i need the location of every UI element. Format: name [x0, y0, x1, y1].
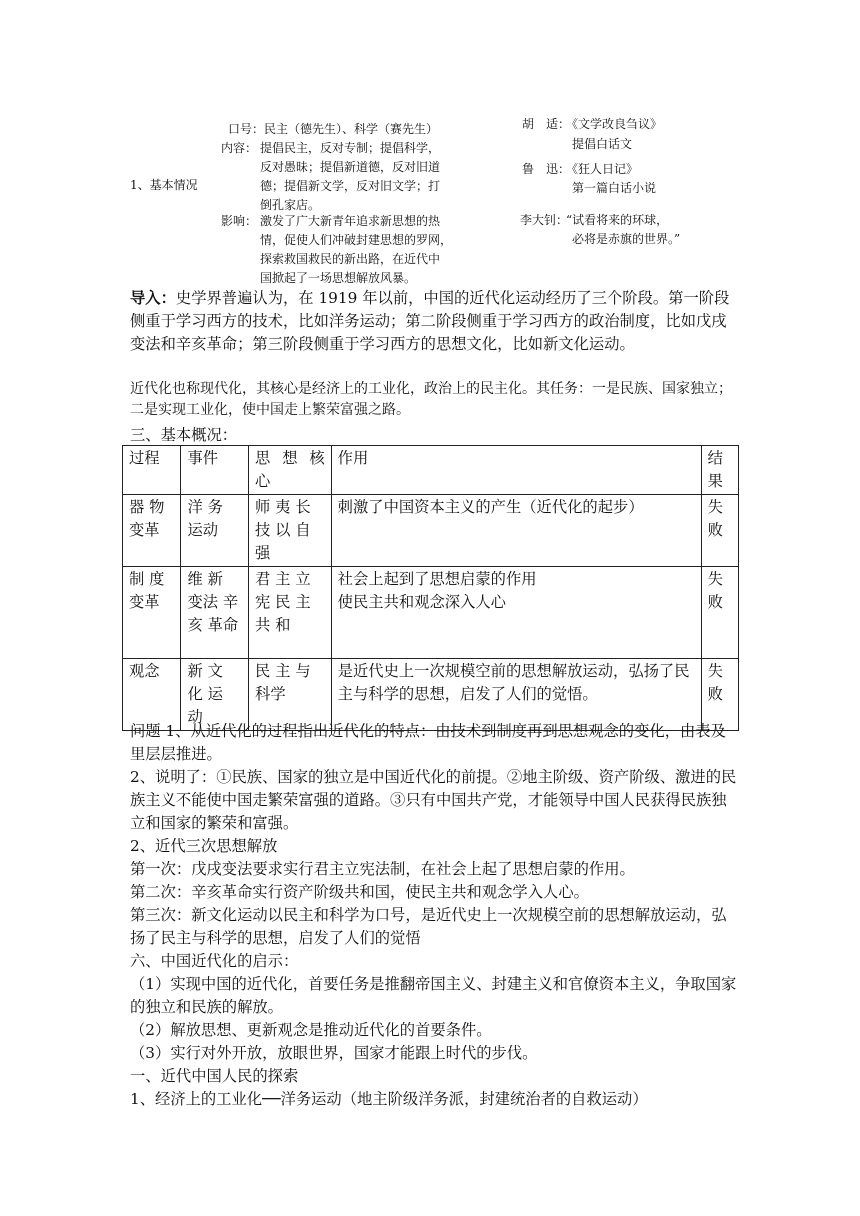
section6-title: 六、中国近代化的启示：: [130, 952, 299, 970]
effect-line: 社会上起到了思想启蒙的作用: [337, 570, 537, 588]
diagram-influence-label: 影响：: [221, 214, 258, 228]
cell-core: 师 夷 长 技 以 自 强: [249, 495, 332, 567]
three-liberations-title: 2、近代三次思想解放: [130, 837, 278, 855]
intro-paragraph: [130, 287, 740, 356]
table-header-row: [123, 446, 739, 495]
diagram-hu-line: 提倡白话文: [572, 137, 633, 151]
enlightenment-1: （1）实现中国的近代化，首要任务是推翻帝国主义、封建主义和官僚资本主义，争取国家的独立和民族的解放。: [130, 975, 737, 1016]
header-core: 思 想 核 心: [249, 446, 332, 495]
cell-core: 民 主 与 科学: [249, 659, 332, 731]
cell-core: 君 主 立 宪 民 主 共 和: [249, 567, 332, 659]
diagram-li-line: “试看将来的环球，: [566, 213, 669, 227]
diagram-slogan: 口号：民主（德先生）、科学（赛先生）: [228, 122, 439, 136]
section1-title: 一、近代中国人民的探索: [130, 1067, 299, 1085]
question-1: 问题 1、从近代化的过程指出近代化的特点：由技术到制度再到思想观念的变化，由表及里层层推进。: [130, 722, 726, 763]
header-result: 结果: [701, 446, 738, 495]
cell-event: 维 新 变法 辛 亥 革命: [181, 567, 249, 659]
question-2: 2、说明了：①民族、国家的独立是中国近代化的前提。②地主阶级、资产阶级、激进的民族主义不能使中国走繁荣富强的道路。③只有中国共产党，才能领导中国人民获得民族独立和国家的繁荣和富强。: [130, 768, 737, 832]
header-process: 过程: [123, 446, 181, 495]
diagram-lu-name: 鲁 迅：: [522, 162, 571, 176]
cell-result: 失败: [701, 567, 738, 659]
header-event: 事件: [181, 446, 249, 495]
effect-line: 使民主共和观念深入人心: [337, 593, 506, 611]
liberation-1: 第一次：戊戌变法要求实行君主立宪法制，在社会上起了思想启蒙的作用。: [130, 860, 635, 878]
enlightenment-2: （2）解放思想、更新观念是推动近代化的首要条件。: [130, 1021, 492, 1039]
cell-event: 新 文 化 运 动: [181, 659, 249, 731]
cell-process: 制 度 变革: [123, 567, 181, 659]
diagram-lu-line: 第一篇白话小说: [572, 181, 657, 195]
diagram-influence-line: 激发了广大新青年追求新思想的热: [260, 214, 441, 228]
cell-effect: [331, 567, 701, 659]
cell-result: 失败: [701, 495, 738, 567]
header-effect: 作用: [331, 446, 701, 495]
diagram-content-line: 德；提倡新文学，反对旧文学；打: [260, 179, 441, 193]
diagram-li-name: 李大钊：: [520, 213, 569, 227]
diagram-lu-line: 《狂人日记》: [566, 162, 639, 176]
cell-event: 洋 务 运动: [181, 495, 249, 567]
diagram-influence-line: 探索救国救民的新出路，在近代中: [260, 252, 441, 266]
diagram-li-line: 必将是赤旗的世界。”: [572, 232, 681, 246]
diagram-content-line: 提倡民主，反对专制；提倡科学，: [260, 141, 441, 155]
liberation-2: 第二次：辛亥革命实行资产阶级共和国，使民主共和观念学入人心。: [130, 883, 589, 901]
overview-table: [122, 445, 739, 731]
liberation-3: 第三次：新文化运动以民主和科学为口号，是近代史上一次规模空前的思想解放运动，弘扬了民主与科学的思想，启发了人们的觉悟: [130, 906, 727, 947]
table-row: [123, 567, 739, 659]
modern-note: 近代化也称现代化，其核心是经济上的工业化，政治上的民主化。其任务：一是民族、国家独立；二是实现工业化，使中国走上繁荣富强之路。: [130, 381, 732, 418]
diagram-content-line: 倒孔家店。: [260, 198, 321, 212]
enlightenment-3: （3）实行对外开放，放眼世界，国家才能跟上时代的步伐。: [130, 1044, 538, 1062]
diagram-content-line: 反对愚昧；提倡新道德，反对旧道: [260, 160, 441, 174]
cell-result: 失败: [701, 659, 738, 731]
diagram-hu-line: 《文学改良刍议》: [566, 117, 663, 131]
diagram-left-label: 1、基本情况: [130, 178, 198, 192]
cell-process: 器 物 变革: [123, 495, 181, 567]
table-row: [123, 495, 739, 567]
diagram-influence-line: 国掀起了一场思想解放风暴。: [260, 271, 417, 285]
section1-item-1: 1、经济上的工业化──洋务运动（地主阶级洋务派，封建统治者的自救运动）: [130, 1090, 648, 1108]
section3-title: 三、基本概况：: [130, 426, 238, 444]
effect-line: 刺激了中国资本主义的产生（近代化的起步）: [337, 498, 644, 516]
diagram-influence-line: 情，促使人们冲破封建思想的罗网，: [260, 233, 453, 247]
diagram-content-label: 内容：: [221, 141, 258, 155]
intro-text: 史学界普遍认为，在 1919 年以前，中国的近代化运动经历了三个阶段。第一阶段侧重于学习西方的技术，比如洋务运动；第二阶段侧重于学习西方的政治制度，比如戊戌变法和辛亥革命；第三阶段侧重于学习西方的思想文化，比如新文化运动。: [130, 289, 730, 353]
effect-line: 是近代史上一次规模空前的思想解放运动，弘扬了民主与科学的思想，启发了人们的觉悟。: [337, 662, 690, 703]
intro-label: 导入：: [130, 289, 176, 307]
cell-effect: [331, 495, 701, 567]
cell-process: 观念: [123, 659, 181, 731]
diagram-hu-name: 胡 适：: [522, 117, 571, 131]
